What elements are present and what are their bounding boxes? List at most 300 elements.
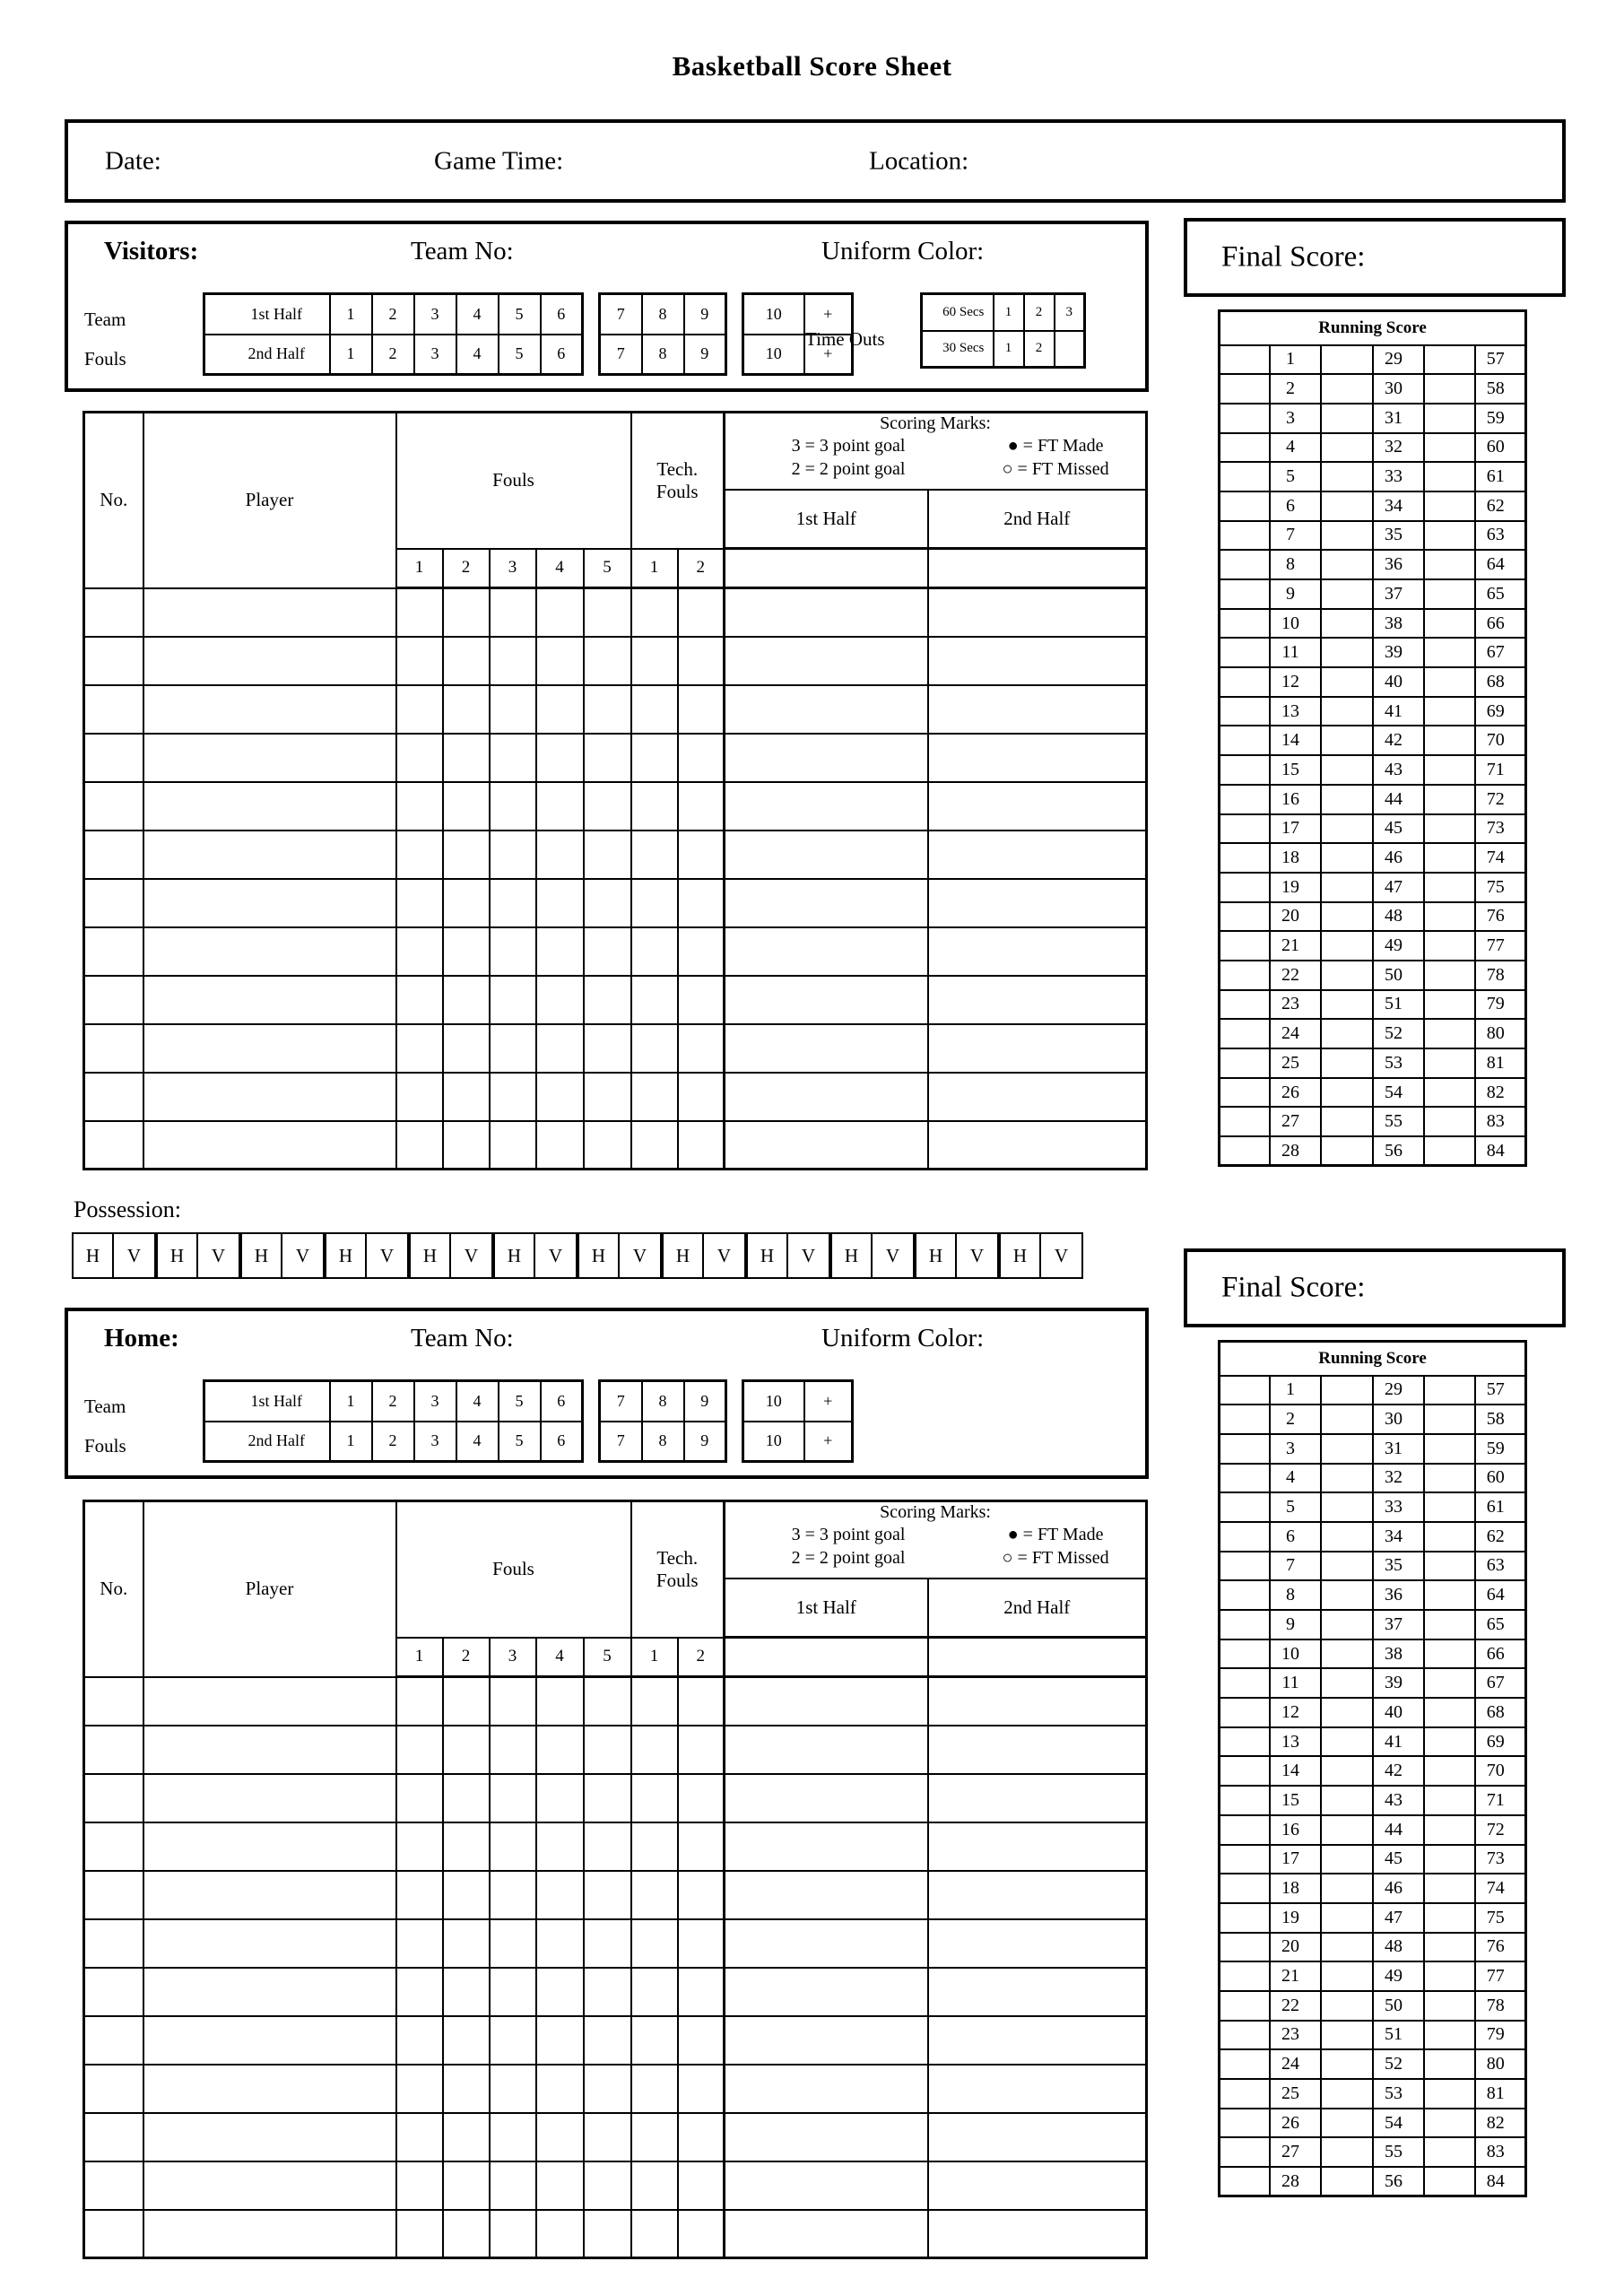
team-foul-mark-cell[interactable]: 7 <box>600 1381 642 1422</box>
running-score-number-cell[interactable]: 9 <box>1270 1610 1321 1639</box>
running-score-number-cell[interactable]: 40 <box>1373 667 1424 697</box>
player-name-cell[interactable] <box>143 831 396 879</box>
player-name-cell[interactable] <box>143 1677 396 1726</box>
team-foul-mark-cell[interactable]: 3 <box>414 1381 456 1422</box>
second-half-scoring-cell[interactable] <box>928 1968 1147 2016</box>
running-score-number-cell[interactable]: 55 <box>1373 2137 1424 2167</box>
running-score-number-cell[interactable]: 45 <box>1373 1845 1424 1874</box>
foul-mark-cell[interactable] <box>490 1121 536 1170</box>
running-score-number-cell[interactable]: 27 <box>1270 2137 1321 2167</box>
first-half-scoring-cell[interactable] <box>725 1822 928 1871</box>
team-foul-mark-cell[interactable]: 10 <box>743 1381 804 1422</box>
player-name-cell[interactable] <box>143 1822 396 1871</box>
possession-visitor-cell[interactable]: V <box>632 1244 647 1266</box>
foul-mark-cell[interactable] <box>490 976 536 1024</box>
running-score-number-cell[interactable]: 73 <box>1475 1845 1526 1874</box>
foul-mark-cell[interactable] <box>536 2210 584 2258</box>
player-name-cell[interactable] <box>143 637 396 685</box>
running-score-number-cell[interactable]: 13 <box>1270 697 1321 726</box>
running-score-number-cell[interactable]: 70 <box>1475 1756 1526 1786</box>
possession-visitor-cell[interactable]: V <box>211 1244 226 1266</box>
running-score-number-cell[interactable]: 19 <box>1270 1903 1321 1933</box>
foul-mark-cell[interactable] <box>490 588 536 637</box>
player-no-cell[interactable] <box>84 1822 143 1871</box>
foul-mark-cell[interactable] <box>396 588 443 637</box>
team-foul-mark-cell[interactable]: 7 <box>600 1422 642 1462</box>
second-half-scoring-cell[interactable] <box>928 1871 1147 1919</box>
second-half-scoring-cell[interactable] <box>928 734 1147 782</box>
second-half-scoring-cell[interactable] <box>928 2161 1147 2210</box>
foul-mark-cell[interactable] <box>584 637 631 685</box>
tech-foul-mark-cell[interactable] <box>631 2016 678 2065</box>
team-foul-mark-cell[interactable]: 4 <box>456 294 499 335</box>
running-score-number-cell[interactable]: 17 <box>1270 1845 1321 1874</box>
foul-mark-cell[interactable] <box>536 976 584 1024</box>
second-half-scoring-cell[interactable] <box>928 1677 1147 1726</box>
foul-mark-cell[interactable] <box>536 734 584 782</box>
tech-foul-mark-cell[interactable] <box>678 1726 725 1774</box>
running-score-number-cell[interactable]: 46 <box>1373 1874 1424 1903</box>
running-score-number-cell[interactable]: 72 <box>1475 1815 1526 1845</box>
foul-mark-cell[interactable] <box>443 2210 490 2258</box>
player-no-cell[interactable] <box>84 1677 143 1726</box>
running-score-number-cell[interactable]: 83 <box>1475 2137 1526 2167</box>
possession-home-cell[interactable]: H <box>916 1234 957 1277</box>
foul-mark-cell[interactable] <box>443 782 490 831</box>
foul-mark-cell[interactable] <box>536 1121 584 1170</box>
second-half-scoring-cell[interactable] <box>928 782 1147 831</box>
possession-home-cell[interactable]: H <box>74 1234 114 1277</box>
running-score-number-cell[interactable]: 78 <box>1475 961 1526 990</box>
running-score-number-cell[interactable]: 9 <box>1270 579 1321 609</box>
running-score-number-cell[interactable]: 28 <box>1270 2167 1321 2196</box>
running-score-number-cell[interactable]: 57 <box>1475 1376 1526 1405</box>
foul-mark-cell[interactable] <box>396 976 443 1024</box>
running-score-number-cell[interactable]: 2 <box>1270 374 1321 404</box>
tech-foul-mark-cell[interactable] <box>631 2113 678 2161</box>
tech-foul-mark-cell[interactable] <box>678 782 725 831</box>
foul-mark-cell[interactable] <box>443 1774 490 1822</box>
team-foul-mark-cell[interactable]: 4 <box>456 1422 499 1462</box>
running-score-number-cell[interactable]: 64 <box>1475 1580 1526 1610</box>
tech-foul-mark-cell[interactable] <box>631 588 678 637</box>
running-score-number-cell[interactable]: 84 <box>1475 1136 1526 1166</box>
first-half-scoring-cell[interactable] <box>725 1024 928 1073</box>
running-score-number-cell[interactable]: 3 <box>1270 404 1321 433</box>
running-score-number-cell[interactable]: 68 <box>1475 1698 1526 1727</box>
running-score-number-cell[interactable]: 50 <box>1373 961 1424 990</box>
running-score-number-cell[interactable]: 18 <box>1270 1874 1321 1903</box>
running-score-number-cell[interactable]: 59 <box>1475 404 1526 433</box>
foul-mark-cell[interactable] <box>396 2210 443 2258</box>
running-score-number-cell[interactable]: 49 <box>1373 931 1424 961</box>
foul-mark-cell[interactable] <box>490 2065 536 2113</box>
foul-mark-cell[interactable] <box>490 734 536 782</box>
team-foul-mark-cell[interactable]: + <box>804 1381 853 1422</box>
foul-mark-cell[interactable] <box>396 831 443 879</box>
foul-mark-cell[interactable] <box>536 2161 584 2210</box>
team-foul-mark-cell[interactable]: 6 <box>541 1381 583 1422</box>
running-score-number-cell[interactable]: 4 <box>1270 1464 1321 1493</box>
second-half-scoring-cell[interactable] <box>928 637 1147 685</box>
running-score-number-cell[interactable]: 38 <box>1373 1639 1424 1669</box>
running-score-number-cell[interactable]: 28 <box>1270 1136 1321 1166</box>
running-score-number-cell[interactable]: 42 <box>1373 726 1424 755</box>
running-score-number-cell[interactable]: 31 <box>1373 404 1424 433</box>
team-foul-mark-cell[interactable]: 7 <box>600 335 642 375</box>
tech-foul-mark-cell[interactable] <box>678 588 725 637</box>
team-foul-mark-cell[interactable]: 8 <box>642 335 684 375</box>
player-name-cell[interactable] <box>143 1871 396 1919</box>
running-score-number-cell[interactable]: 66 <box>1475 1639 1526 1669</box>
team-foul-mark-cell[interactable]: 5 <box>499 294 541 335</box>
running-score-number-cell[interactable]: 25 <box>1270 1048 1321 1078</box>
running-score-number-cell[interactable]: 83 <box>1475 1107 1526 1136</box>
foul-mark-cell[interactable] <box>396 2065 443 2113</box>
foul-mark-cell[interactable] <box>584 927 631 976</box>
player-name-cell[interactable] <box>143 734 396 782</box>
tech-foul-mark-cell[interactable] <box>631 1677 678 1726</box>
team-foul-mark-cell[interactable]: 2 <box>372 294 414 335</box>
tech-foul-mark-cell[interactable] <box>631 976 678 1024</box>
foul-mark-cell[interactable] <box>584 2210 631 2258</box>
tech-foul-mark-cell[interactable] <box>631 927 678 976</box>
team-foul-mark-cell[interactable]: 3 <box>414 1422 456 1462</box>
tech-foul-mark-cell[interactable] <box>631 1822 678 1871</box>
foul-mark-cell[interactable] <box>490 1726 536 1774</box>
running-score-number-cell[interactable]: 67 <box>1475 1668 1526 1698</box>
running-score-number-cell[interactable]: 44 <box>1373 1815 1424 1845</box>
foul-mark-cell[interactable] <box>584 2065 631 2113</box>
first-half-scoring-cell[interactable] <box>725 976 928 1024</box>
running-score-number-cell[interactable]: 31 <box>1373 1434 1424 1464</box>
player-no-cell[interactable] <box>84 1919 143 1968</box>
foul-mark-cell[interactable] <box>396 927 443 976</box>
running-score-number-cell[interactable]: 15 <box>1270 755 1321 785</box>
foul-mark-cell[interactable] <box>536 831 584 879</box>
running-score-number-cell[interactable]: 60 <box>1475 433 1526 463</box>
running-score-number-cell[interactable]: 24 <box>1270 2049 1321 2079</box>
foul-mark-cell[interactable] <box>443 1677 490 1726</box>
first-half-scoring-cell[interactable] <box>725 685 928 734</box>
running-score-number-cell[interactable]: 6 <box>1270 491 1321 521</box>
foul-mark-cell[interactable] <box>396 1677 443 1726</box>
team-foul-mark-cell[interactable]: 2 <box>372 1422 414 1462</box>
possession-visitor-cell[interactable]: V <box>716 1244 732 1266</box>
first-half-scoring-cell[interactable] <box>725 2210 928 2258</box>
running-score-number-cell[interactable]: 43 <box>1373 755 1424 785</box>
foul-mark-cell[interactable] <box>396 879 443 927</box>
running-score-number-cell[interactable]: 81 <box>1475 2079 1526 2109</box>
tech-foul-mark-cell[interactable] <box>678 734 725 782</box>
player-no-cell[interactable] <box>84 1024 143 1073</box>
second-half-scoring-cell[interactable] <box>928 588 1147 637</box>
foul-mark-cell[interactable] <box>443 1073 490 1121</box>
running-score-number-cell[interactable]: 39 <box>1373 638 1424 667</box>
second-half-scoring-cell[interactable] <box>928 2016 1147 2065</box>
tech-foul-mark-cell[interactable] <box>678 1073 725 1121</box>
tech-foul-mark-cell[interactable] <box>678 2113 725 2161</box>
tech-foul-mark-cell[interactable] <box>631 1726 678 1774</box>
foul-mark-cell[interactable] <box>396 2113 443 2161</box>
running-score-number-cell[interactable]: 12 <box>1270 667 1321 697</box>
team-foul-mark-cell[interactable]: 10 <box>743 335 804 375</box>
tech-foul-mark-cell[interactable] <box>631 734 678 782</box>
running-score-number-cell[interactable]: 69 <box>1475 697 1526 726</box>
running-score-number-cell[interactable]: 16 <box>1270 1815 1321 1845</box>
foul-mark-cell[interactable] <box>490 1073 536 1121</box>
foul-mark-cell[interactable] <box>584 1073 631 1121</box>
tech-foul-mark-cell[interactable] <box>678 927 725 976</box>
time-out-mark-cell[interactable]: 1 <box>994 331 1024 368</box>
foul-mark-cell[interactable] <box>443 831 490 879</box>
team-foul-mark-cell[interactable]: 10 <box>743 1422 804 1462</box>
time-out-mark-cell[interactable]: 1 <box>994 294 1024 331</box>
first-half-scoring-cell[interactable] <box>725 1121 928 1170</box>
possession-home-cell[interactable]: H <box>579 1234 620 1277</box>
running-score-number-cell[interactable]: 37 <box>1373 1610 1424 1639</box>
running-score-number-cell[interactable]: 4 <box>1270 433 1321 463</box>
running-score-number-cell[interactable]: 32 <box>1373 1464 1424 1493</box>
player-no-cell[interactable] <box>84 1073 143 1121</box>
player-name-cell[interactable] <box>143 879 396 927</box>
foul-mark-cell[interactable] <box>490 1024 536 1073</box>
team-foul-mark-cell[interactable]: 8 <box>642 294 684 335</box>
second-half-scoring-cell[interactable] <box>928 1073 1147 1121</box>
running-score-number-cell[interactable]: 35 <box>1373 1552 1424 1581</box>
tech-foul-mark-cell[interactable] <box>678 685 725 734</box>
running-score-number-cell[interactable]: 65 <box>1475 1610 1526 1639</box>
tech-foul-mark-cell[interactable] <box>678 2016 725 2065</box>
possession-visitor-cell[interactable]: V <box>1054 1244 1069 1266</box>
foul-mark-cell[interactable] <box>490 637 536 685</box>
possession-home-cell[interactable]: H <box>411 1234 451 1277</box>
running-score-number-cell[interactable]: 64 <box>1475 550 1526 579</box>
team-foul-mark-cell[interactable]: 1 <box>330 335 372 375</box>
running-score-number-cell[interactable]: 8 <box>1270 550 1321 579</box>
player-name-cell[interactable] <box>143 1726 396 1774</box>
running-score-number-cell[interactable]: 30 <box>1373 1405 1424 1434</box>
foul-mark-cell[interactable] <box>584 2161 631 2210</box>
player-name-cell[interactable] <box>143 588 396 637</box>
tech-foul-mark-cell[interactable] <box>678 1774 725 1822</box>
team-foul-mark-cell[interactable]: 9 <box>684 335 726 375</box>
foul-mark-cell[interactable] <box>536 1726 584 1774</box>
running-score-number-cell[interactable]: 51 <box>1373 2021 1424 2050</box>
player-no-cell[interactable] <box>84 2161 143 2210</box>
player-name-cell[interactable] <box>143 927 396 976</box>
foul-mark-cell[interactable] <box>536 2065 584 2113</box>
running-score-number-cell[interactable]: 35 <box>1373 521 1424 551</box>
first-half-scoring-cell[interactable] <box>725 637 928 685</box>
tech-foul-mark-cell[interactable] <box>631 831 678 879</box>
team-foul-mark-cell[interactable]: 6 <box>541 335 583 375</box>
team-foul-mark-cell[interactable]: 2 <box>372 1381 414 1422</box>
first-half-scoring-cell[interactable] <box>725 2161 928 2210</box>
foul-mark-cell[interactable] <box>443 734 490 782</box>
first-half-scoring-cell[interactable] <box>725 2113 928 2161</box>
foul-mark-cell[interactable] <box>536 2113 584 2161</box>
foul-mark-cell[interactable] <box>443 2065 490 2113</box>
foul-mark-cell[interactable] <box>490 1871 536 1919</box>
foul-mark-cell[interactable] <box>443 976 490 1024</box>
possession-visitor-cell[interactable]: V <box>379 1244 395 1266</box>
foul-mark-cell[interactable] <box>443 588 490 637</box>
running-score-number-cell[interactable]: 75 <box>1475 873 1526 902</box>
running-score-number-cell[interactable]: 77 <box>1475 1961 1526 1991</box>
running-score-number-cell[interactable]: 14 <box>1270 1756 1321 1786</box>
foul-mark-cell[interactable] <box>443 1822 490 1871</box>
foul-mark-cell[interactable] <box>443 2113 490 2161</box>
foul-mark-cell[interactable] <box>584 2016 631 2065</box>
foul-mark-cell[interactable] <box>490 1677 536 1726</box>
possession-home-cell[interactable]: H <box>748 1234 788 1277</box>
running-score-number-cell[interactable]: 16 <box>1270 785 1321 814</box>
running-score-number-cell[interactable]: 23 <box>1270 2021 1321 2050</box>
foul-mark-cell[interactable] <box>584 1968 631 2016</box>
running-score-number-cell[interactable]: 62 <box>1475 491 1526 521</box>
running-score-number-cell[interactable]: 26 <box>1270 2109 1321 2138</box>
running-score-number-cell[interactable]: 77 <box>1475 931 1526 961</box>
team-foul-mark-cell[interactable]: 8 <box>642 1381 684 1422</box>
foul-mark-cell[interactable] <box>396 734 443 782</box>
foul-mark-cell[interactable] <box>490 2113 536 2161</box>
team-foul-mark-cell[interactable]: 4 <box>456 335 499 375</box>
running-score-number-cell[interactable]: 7 <box>1270 1552 1321 1581</box>
running-score-number-cell[interactable]: 71 <box>1475 1786 1526 1815</box>
possession-visitor-cell[interactable]: V <box>969 1244 985 1266</box>
foul-mark-cell[interactable] <box>396 1073 443 1121</box>
foul-mark-cell[interactable] <box>584 1919 631 1968</box>
foul-mark-cell[interactable] <box>584 976 631 1024</box>
running-score-number-cell[interactable]: 60 <box>1475 1464 1526 1493</box>
running-score-number-cell[interactable]: 53 <box>1373 2079 1424 2109</box>
running-score-number-cell[interactable]: 29 <box>1373 345 1424 375</box>
running-score-number-cell[interactable]: 74 <box>1475 1874 1526 1903</box>
running-score-number-cell[interactable]: 73 <box>1475 814 1526 844</box>
running-score-number-cell[interactable]: 67 <box>1475 638 1526 667</box>
running-score-number-cell[interactable]: 21 <box>1270 1961 1321 1991</box>
running-score-number-cell[interactable]: 43 <box>1373 1786 1424 1815</box>
foul-mark-cell[interactable] <box>396 1919 443 1968</box>
running-score-number-cell[interactable]: 19 <box>1270 873 1321 902</box>
second-half-scoring-cell[interactable] <box>928 1121 1147 1170</box>
player-name-cell[interactable] <box>143 782 396 831</box>
tech-foul-mark-cell[interactable] <box>631 2065 678 2113</box>
player-no-cell[interactable] <box>84 685 143 734</box>
running-score-number-cell[interactable]: 66 <box>1475 609 1526 639</box>
possession-home-cell[interactable]: H <box>158 1234 198 1277</box>
foul-mark-cell[interactable] <box>443 1968 490 2016</box>
running-score-number-cell[interactable]: 82 <box>1475 1078 1526 1108</box>
foul-mark-cell[interactable] <box>396 1822 443 1871</box>
running-score-number-cell[interactable]: 70 <box>1475 726 1526 755</box>
running-score-number-cell[interactable]: 24 <box>1270 1019 1321 1048</box>
possession-home-cell[interactable]: H <box>1001 1234 1041 1277</box>
team-foul-mark-cell[interactable]: 6 <box>541 1422 583 1462</box>
player-no-cell[interactable] <box>84 831 143 879</box>
foul-mark-cell[interactable] <box>536 879 584 927</box>
first-half-scoring-cell[interactable] <box>725 2065 928 2113</box>
foul-mark-cell[interactable] <box>443 1726 490 1774</box>
team-foul-mark-cell[interactable]: 3 <box>414 294 456 335</box>
running-score-number-cell[interactable]: 41 <box>1373 1727 1424 1757</box>
first-half-scoring-cell[interactable] <box>725 927 928 976</box>
foul-mark-cell[interactable] <box>584 734 631 782</box>
running-score-number-cell[interactable]: 58 <box>1475 1405 1526 1434</box>
running-score-number-cell[interactable]: 62 <box>1475 1522 1526 1552</box>
tech-foul-mark-cell[interactable] <box>631 685 678 734</box>
player-name-cell[interactable] <box>143 1121 396 1170</box>
player-name-cell[interactable] <box>143 2113 396 2161</box>
foul-mark-cell[interactable] <box>536 637 584 685</box>
foul-mark-cell[interactable] <box>536 1677 584 1726</box>
tech-foul-mark-cell[interactable] <box>631 782 678 831</box>
possession-visitor-cell[interactable]: V <box>295 1244 310 1266</box>
foul-mark-cell[interactable] <box>396 1121 443 1170</box>
running-score-number-cell[interactable]: 5 <box>1270 1492 1321 1522</box>
running-score-number-cell[interactable]: 36 <box>1373 550 1424 579</box>
team-foul-mark-cell[interactable]: 2 <box>372 335 414 375</box>
foul-mark-cell[interactable] <box>490 685 536 734</box>
player-no-cell[interactable] <box>84 1968 143 2016</box>
team-foul-mark-cell[interactable]: 5 <box>499 335 541 375</box>
foul-mark-cell[interactable] <box>443 1919 490 1968</box>
foul-mark-cell[interactable] <box>490 1774 536 1822</box>
running-score-number-cell[interactable]: 17 <box>1270 814 1321 844</box>
second-half-scoring-cell[interactable] <box>928 1774 1147 1822</box>
team-foul-mark-cell[interactable]: 4 <box>456 1381 499 1422</box>
player-name-cell[interactable] <box>143 2016 396 2065</box>
foul-mark-cell[interactable] <box>584 1822 631 1871</box>
running-score-number-cell[interactable]: 80 <box>1475 1019 1526 1048</box>
tech-foul-mark-cell[interactable] <box>678 1871 725 1919</box>
foul-mark-cell[interactable] <box>443 1871 490 1919</box>
foul-mark-cell[interactable] <box>536 1073 584 1121</box>
possession-visitor-cell[interactable]: V <box>801 1244 816 1266</box>
first-half-scoring-cell[interactable] <box>725 2016 928 2065</box>
tech-foul-mark-cell[interactable] <box>631 1073 678 1121</box>
running-score-number-cell[interactable]: 37 <box>1373 579 1424 609</box>
team-foul-mark-cell[interactable]: 9 <box>684 294 726 335</box>
tech-foul-mark-cell[interactable] <box>631 1871 678 1919</box>
tech-foul-mark-cell[interactable] <box>631 1121 678 1170</box>
running-score-number-cell[interactable]: 14 <box>1270 726 1321 755</box>
player-name-cell[interactable] <box>143 2210 396 2258</box>
foul-mark-cell[interactable] <box>490 1822 536 1871</box>
running-score-number-cell[interactable]: 36 <box>1373 1580 1424 1610</box>
foul-mark-cell[interactable] <box>584 1871 631 1919</box>
running-score-number-cell[interactable]: 32 <box>1373 433 1424 463</box>
first-half-scoring-cell[interactable] <box>725 782 928 831</box>
tech-foul-mark-cell[interactable] <box>678 1677 725 1726</box>
foul-mark-cell[interactable] <box>443 2161 490 2210</box>
foul-mark-cell[interactable] <box>396 2016 443 2065</box>
foul-mark-cell[interactable] <box>584 1121 631 1170</box>
player-name-cell[interactable] <box>143 685 396 734</box>
second-half-scoring-cell[interactable] <box>928 1024 1147 1073</box>
player-no-cell[interactable] <box>84 2065 143 2113</box>
foul-mark-cell[interactable] <box>443 879 490 927</box>
tech-foul-mark-cell[interactable] <box>631 1774 678 1822</box>
running-score-number-cell[interactable]: 48 <box>1373 1933 1424 1962</box>
running-score-number-cell[interactable]: 26 <box>1270 1078 1321 1108</box>
first-half-scoring-cell[interactable] <box>725 1774 928 1822</box>
foul-mark-cell[interactable] <box>443 637 490 685</box>
running-score-number-cell[interactable]: 33 <box>1373 1492 1424 1522</box>
running-score-number-cell[interactable]: 47 <box>1373 873 1424 902</box>
foul-mark-cell[interactable] <box>443 685 490 734</box>
